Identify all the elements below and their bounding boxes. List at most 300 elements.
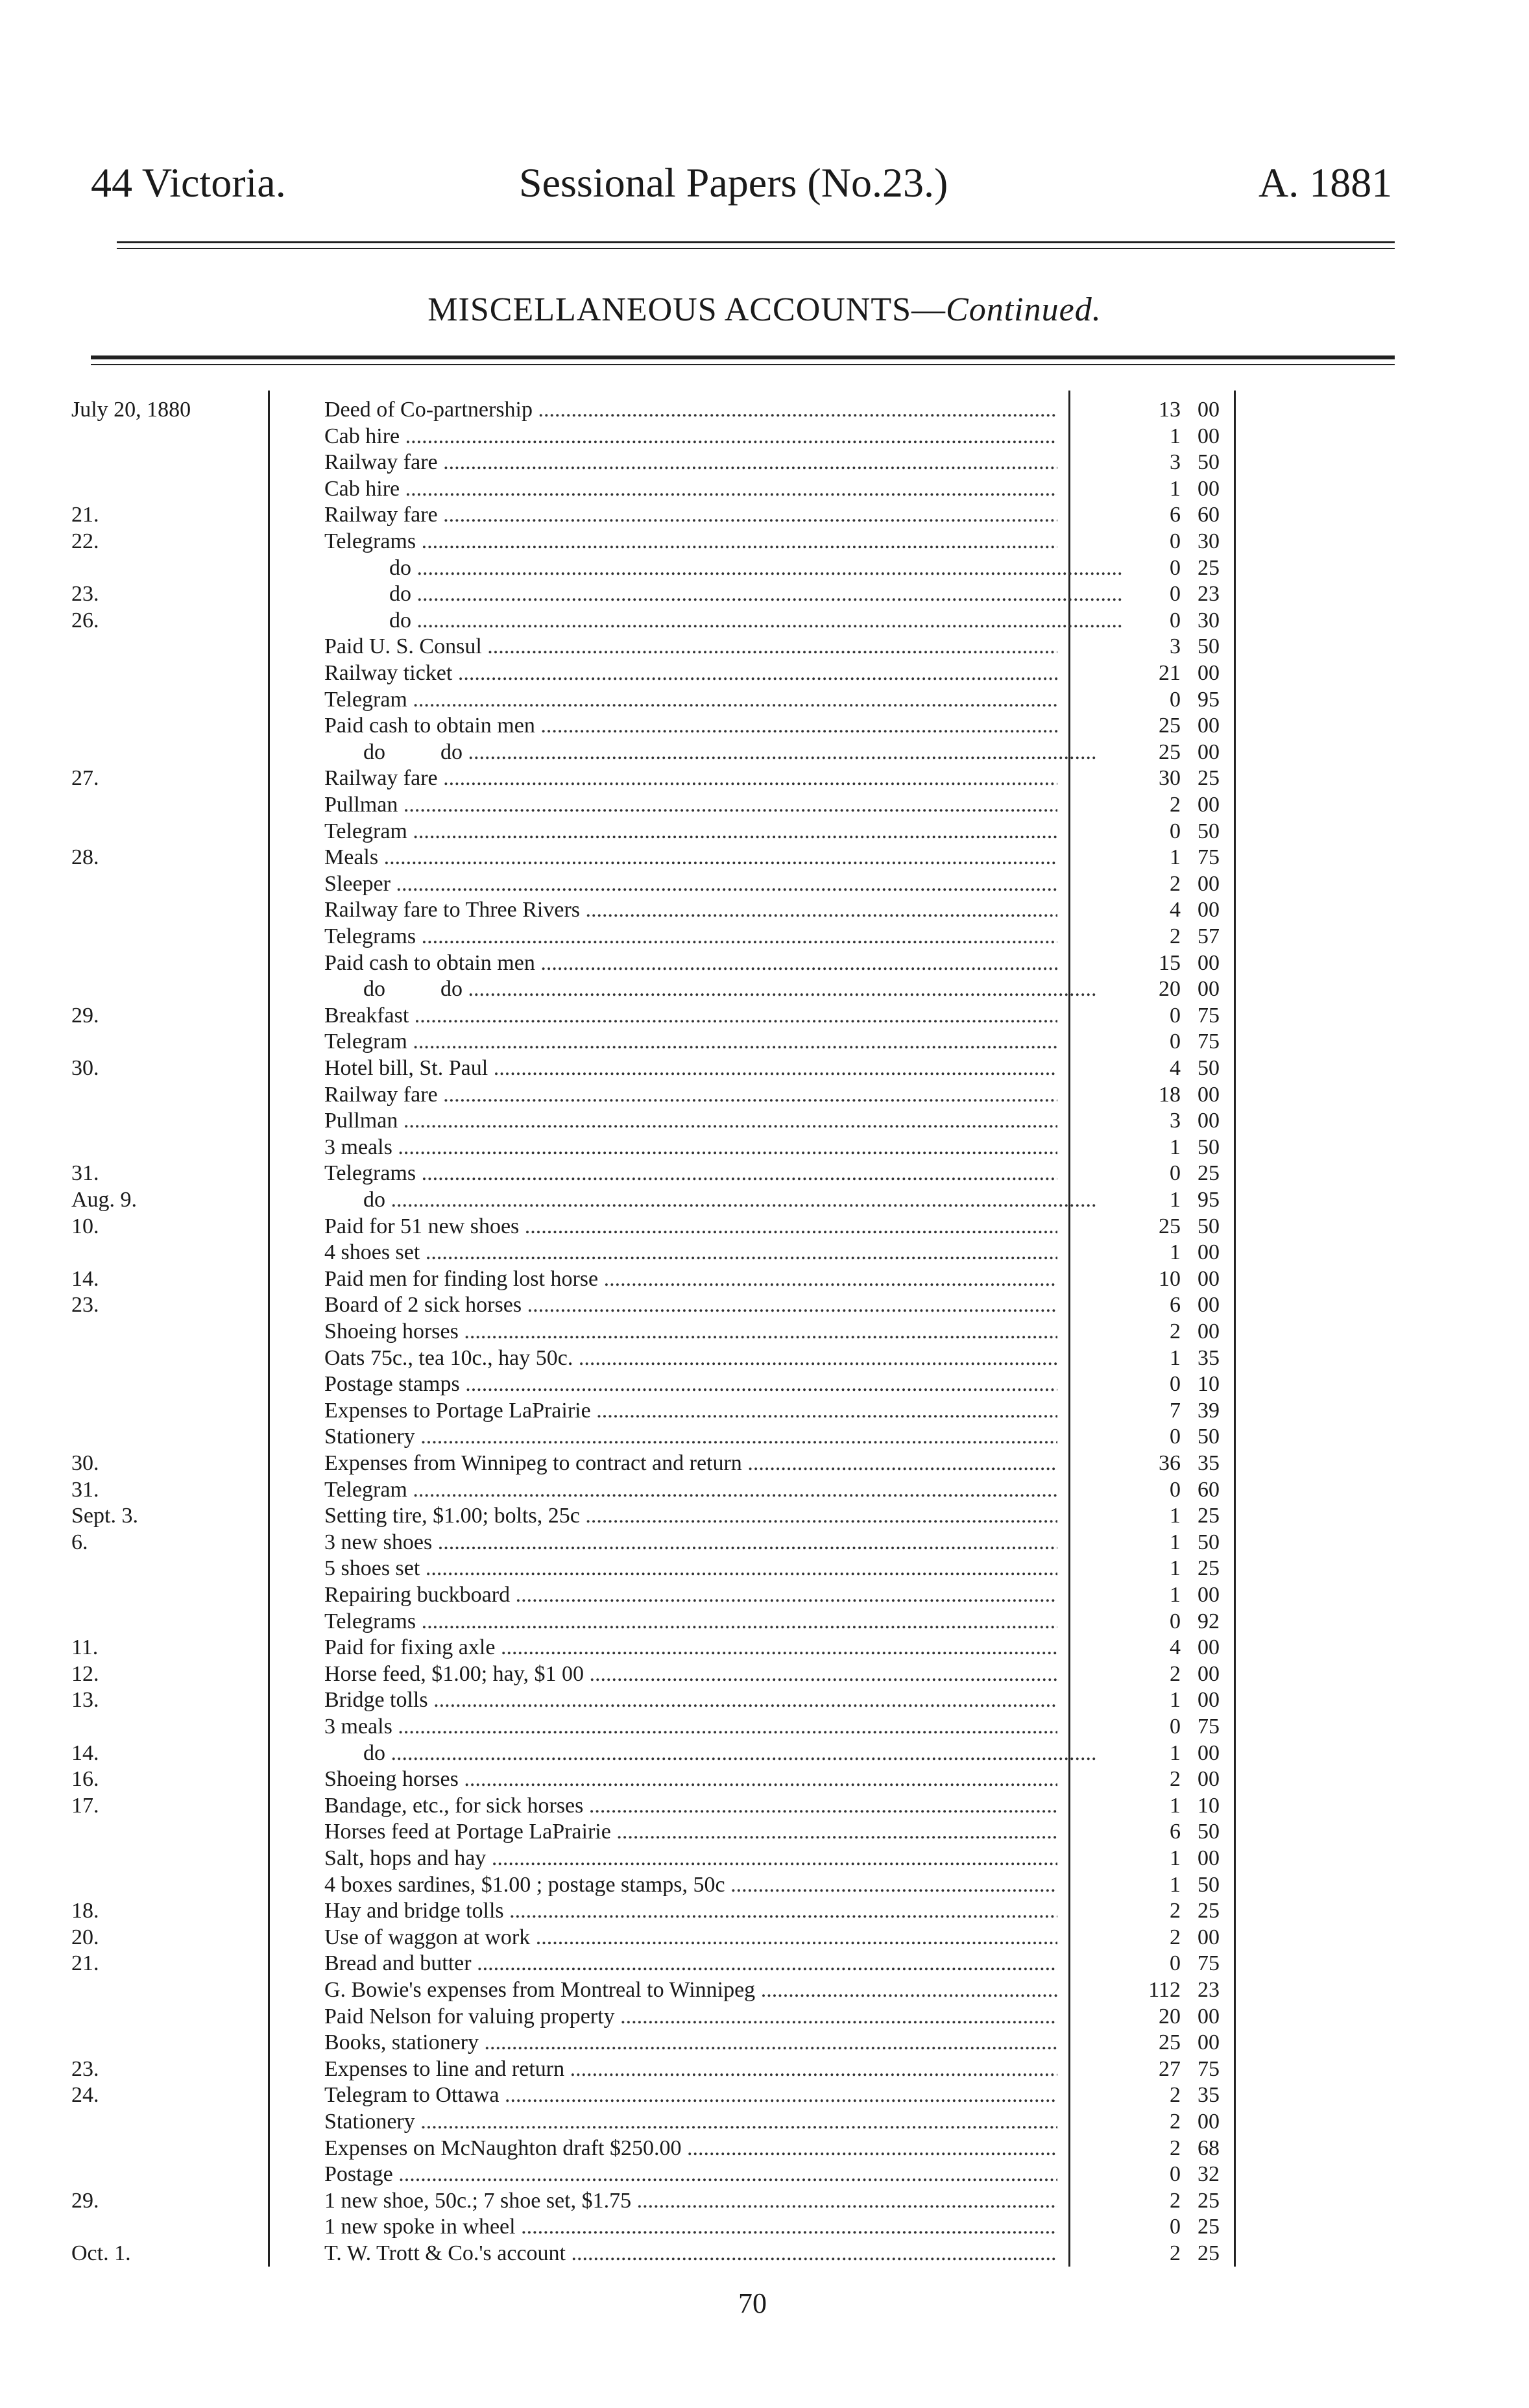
row-amount-dollars: 1 [1170,1872,1181,1897]
row-amount [1135,2136,1226,2161]
table-row [0,1872,1529,1898]
row-description: 4 boxes sardines, $1.00 ; postage stamps, 50c ..... [324,1872,1057,1898]
row-amount-cents: 00 [1198,2110,1220,2134]
row-date: 13. [71,1688,99,1713]
row-amount-dollars: 0 [1170,1425,1181,1449]
row-description: Paid cash to obtain men ..... [324,713,1057,739]
row-amount-cents: 50 [1198,1135,1220,1159]
row-amount-cents: 00 [1198,1109,1220,1133]
row-amount-cents: 00 [1198,977,1220,1002]
row-date: 24. [71,2083,99,2108]
table-row [0,1477,1529,1503]
row-amount-dollars: 25 [1159,740,1181,764]
row-description: Paid for 51 new shoes ..... [324,1214,1057,1240]
row-amount-cents: 35 [1198,1345,1220,1370]
row-amount [1135,1740,1226,1766]
row-amount-cents: 00 [1198,1767,1220,1792]
table-row [0,1135,1529,1161]
row-description: Sleeper ..... [324,871,1057,897]
row-description: Telegram to Ottawa ..... [324,2082,1057,2108]
row-description: Bridge tolls ..... [324,1687,1057,1713]
table-row [0,397,1529,423]
row-amount-cents: 50 [1198,819,1220,843]
row-amount [1135,1556,1226,1582]
row-description: do ..... [363,1187,1096,1213]
table-row [0,1503,1529,1529]
row-amount [1135,1503,1226,1529]
row-amount [1135,1951,1226,1977]
row-amount [1135,1977,1226,2003]
row-amount-dollars: 18 [1159,1082,1181,1107]
row-amount-cents: 57 [1198,924,1220,948]
row-description: Meals ..... [324,845,1057,871]
table-row [0,1766,1529,1792]
row-description: do ..... [389,581,1122,607]
table-row [0,1214,1529,1240]
table-row [0,1556,1529,1582]
row-date: 20. [71,1925,99,1949]
row-amount-dollars: 1 [1170,476,1181,501]
row-amount-dollars: 20 [1159,977,1181,1002]
row-description: Paid Nelson for valuing property ..... [324,2004,1057,2030]
row-amount-cents: 35 [1198,2083,1220,2108]
table-row [0,581,1529,607]
row-amount-cents: 00 [1198,1925,1220,1949]
row-description: Cab hire ..... [324,476,1057,502]
row-description: Paid cash to obtain men ..... [324,950,1057,976]
row-amount-dollars: 0 [1170,1029,1181,1054]
row-amount-dollars: 0 [1170,1161,1181,1186]
table-row [0,502,1529,528]
table-row [0,2056,1529,2082]
row-date: 10. [71,1214,99,1238]
table-row [0,2214,1529,2240]
row-amount-dollars: 0 [1170,687,1181,712]
row-amount [1135,502,1226,528]
table-row [0,1161,1529,1186]
row-date: 17. [71,1793,99,1818]
row-amount-cents: 95 [1198,687,1220,712]
row-amount-dollars: 0 [1170,1951,1181,1976]
row-amount [1135,792,1226,818]
row-description: Expenses to line and return ..... [324,2056,1057,2082]
row-description: Repairing buckboard ..... [324,1582,1057,1608]
row-description: Breakfast ..... [324,1003,1057,1029]
row-amount-dollars: 25 [1159,2030,1181,2055]
row-amount-dollars: 25 [1159,714,1181,738]
row-description: Telegram ..... [324,687,1057,713]
row-description: G. Bowie's expenses from Montreal to Winnipeg ..... [324,1977,1057,2003]
row-description: 3 meals ..... [324,1135,1057,1161]
row-amount-dollars: 3 [1170,1109,1181,1133]
row-description: Expenses on McNaughton draft $250.00 ..... [324,2136,1057,2161]
table-row [0,1819,1529,1845]
row-description: 4 shoes set ..... [324,1240,1057,1266]
row-amount-dollars: 27 [1159,2056,1181,2081]
row-description: Railway fare ..... [324,1082,1057,1108]
row-amount [1135,1266,1226,1292]
row-amount [1135,2056,1226,2082]
row-description: Telegrams ..... [324,529,1057,555]
row-amount-cents: 25 [1198,555,1220,580]
row-date: 23. [71,1293,99,1318]
row-amount-dollars: 2 [1170,2241,1181,2265]
table-row [0,1398,1529,1424]
row-amount-cents: 10 [1198,1372,1220,1397]
table-row [0,555,1529,581]
row-amount-dollars: 10 [1159,1266,1181,1291]
row-amount [1135,1714,1226,1740]
row-amount-dollars: 0 [1170,608,1181,632]
row-amount-dollars: 2 [1170,1925,1181,1949]
row-description: Telegram ..... [324,819,1057,845]
row-amount [1135,1108,1226,1134]
row-amount [1135,529,1226,555]
row-description: Oats 75c., tea 10c., hay 50c. ..... [324,1345,1057,1371]
table-row [0,765,1529,791]
table-rule-thick [91,355,1395,359]
row-description: Telegrams ..... [324,924,1057,950]
row-description: Railway ticket ..... [324,660,1057,686]
row-description: Postage ..... [324,2161,1057,2187]
row-amount-cents: 50 [1198,1872,1220,1897]
table-row [0,1530,1529,1556]
table-row [0,976,1529,1002]
table-row [0,2161,1529,2187]
table-row [0,1108,1529,1134]
table-row [0,2109,1529,2135]
row-amount-cents: 60 [1198,503,1220,527]
table-row [0,1793,1529,1819]
table-row [0,1977,1529,2003]
table-row [0,1846,1529,1872]
row-amount-cents: 50 [1198,1214,1220,1238]
row-amount-cents: 25 [1198,1504,1220,1528]
row-amount-dollars: 1 [1170,1345,1181,1370]
row-amount-dollars: 0 [1170,1609,1181,1633]
row-amount-cents: 92 [1198,1609,1220,1633]
table-row [0,1661,1529,1687]
row-amount-dollars: 1 [1170,1740,1181,1765]
table-row [0,1582,1529,1608]
row-description: Paid for fixing axle ..... [324,1635,1057,1661]
row-date: 29. [71,2188,99,2213]
row-amount-cents: 35 [1198,1451,1220,1475]
table-row [0,792,1529,818]
row-description: Railway fare to Three Rivers ..... [324,897,1057,923]
row-amount-cents: 50 [1198,1056,1220,1080]
row-amount-cents: 25 [1198,2215,1220,2239]
row-amount [1135,2004,1226,2030]
row-amount-dollars: 36 [1159,1451,1181,1475]
row-amount-cents: 00 [1198,1635,1220,1660]
row-description: do ..... [389,608,1122,634]
row-date: Aug. 9. [71,1188,138,1212]
row-amount-cents: 30 [1198,529,1220,553]
row-description: Shoeing horses ..... [324,1319,1057,1345]
table-row [0,924,1529,950]
row-amount-cents: 68 [1198,2136,1220,2160]
row-amount-dollars: 1 [1170,845,1181,870]
table-row [0,1266,1529,1292]
header-rule-top [117,241,1395,243]
row-description: Railway fare ..... [324,765,1057,791]
row-amount-dollars: 2 [1170,924,1181,948]
row-amount-cents: 32 [1198,2162,1220,2187]
table-row [0,2030,1529,2056]
header-session: 44 Victoria. [91,160,286,206]
table-row [0,1003,1529,1029]
row-amount-cents: 00 [1198,714,1220,738]
row-amount-cents: 00 [1198,1740,1220,1765]
table-row [0,897,1529,923]
row-date: 31. [71,1477,99,1502]
row-amount-dollars: 2 [1170,1899,1181,1923]
table-row [0,2082,1529,2108]
row-amount-cents: 00 [1198,1319,1220,1343]
row-date: 26. [71,608,99,632]
row-date: 6. [71,1530,88,1554]
row-amount [1135,713,1226,739]
table-row [0,1292,1529,1318]
row-amount-dollars: 4 [1170,1635,1181,1660]
table-row [0,1029,1529,1055]
row-amount-cents: 75 [1198,1951,1220,1976]
row-amount-dollars: 1 [1170,1583,1181,1607]
row-description: Books, stationery ..... [324,2030,1057,2056]
section-title-main: MISCELLANEOUS ACCOUNTS— [427,291,946,328]
row-amount-dollars: 112 [1148,1978,1181,2002]
table-row [0,1925,1529,1951]
row-amount-dollars: 0 [1170,529,1181,553]
row-amount-dollars: 0 [1170,1477,1181,1502]
row-amount [1135,608,1226,634]
row-amount-dollars: 0 [1170,555,1181,580]
table-row [0,1687,1529,1713]
row-amount-dollars: 3 [1170,634,1181,659]
table-row [0,476,1529,502]
row-amount-dollars: 3 [1170,450,1181,475]
row-amount-cents: 00 [1198,476,1220,501]
row-description: Telegrams ..... [324,1161,1057,1186]
row-amount [1135,1214,1226,1240]
row-amount [1135,1925,1226,1951]
table-row [0,608,1529,634]
row-date: 21. [71,1951,99,1976]
row-description: Railway fare ..... [324,450,1057,476]
row-amount-dollars: 0 [1170,1003,1181,1028]
row-description: Expenses to Portage LaPrairie ..... [324,1398,1057,1424]
row-amount [1135,2161,1226,2187]
row-amount-dollars: 1 [1170,1240,1181,1265]
row-date: 30. [71,1056,99,1080]
row-description: 3 new shoes ..... [324,1530,1057,1556]
row-amount [1135,1477,1226,1503]
row-date: 31. [71,1161,99,1186]
row-amount-cents: 75 [1198,845,1220,870]
table-row [0,1714,1529,1740]
row-amount-dollars: 1 [1170,1688,1181,1713]
row-description: Telegram ..... [324,1029,1057,1055]
row-date: Sept. 3. [71,1504,138,1528]
row-amount [1135,1635,1226,1661]
row-amount-cents: 00 [1198,1846,1220,1870]
row-date: 28. [71,845,99,870]
row-amount-dollars: 4 [1170,1056,1181,1080]
page-number: 70 [738,2287,767,2319]
table-row [0,713,1529,739]
row-description: Use of waggon at work ..... [324,1925,1057,1951]
row-amount [1135,1451,1226,1476]
row-date: 27. [71,766,99,791]
header-title: Sessional Papers (No.23.) [519,160,948,206]
row-amount-cents: 75 [1198,1715,1220,1739]
row-amount-dollars: 2 [1170,1319,1181,1343]
row-amount [1135,1055,1226,1081]
row-amount-dollars: 0 [1170,1372,1181,1397]
row-amount-dollars: 6 [1170,1293,1181,1318]
row-description: 1 new shoe, 50c.; 7 shoe set, $1.75 ..... [324,2188,1057,2214]
row-description: Horses feed at Portage LaPrairie ..... [324,1819,1057,1845]
row-amount-cents: 00 [1198,898,1220,922]
row-amount [1135,1898,1226,1924]
row-amount-dollars: 1 [1170,1530,1181,1554]
row-description: Bandage, etc., for sick horses ..... [324,1793,1057,1819]
row-amount [1135,1398,1226,1424]
row-amount-dollars: 6 [1170,503,1181,527]
row-amount [1135,1687,1226,1713]
row-description: Paid U. S. Consul ..... [324,634,1057,660]
row-amount-dollars: 25 [1159,1214,1181,1238]
row-amount-cents: 00 [1198,1266,1220,1291]
table-row [0,1240,1529,1266]
row-amount [1135,1161,1226,1186]
row-amount-dollars: 2 [1170,2083,1181,2108]
row-description: Expenses from Winnipeg to contract and return ..... [324,1451,1057,1476]
row-amount [1135,1135,1226,1161]
table-row [0,2241,1529,2267]
table-row [0,660,1529,686]
row-amount [1135,1609,1226,1635]
row-amount [1135,476,1226,502]
row-description: Deed of Co-partnership ..... [324,397,1057,423]
row-amount-cents: 00 [1198,661,1220,685]
row-amount [1135,871,1226,897]
row-amount-cents: 25 [1198,766,1220,791]
row-amount-dollars: 1 [1170,1793,1181,1818]
row-amount-dollars: 4 [1170,898,1181,922]
row-description: 5 shoes set ..... [324,1556,1057,1582]
row-amount-dollars: 0 [1170,2215,1181,2239]
table-row [0,1187,1529,1213]
row-amount [1135,2109,1226,2135]
section-title [0,291,1529,329]
row-amount [1135,1819,1226,1845]
row-date: 14. [71,1740,99,1765]
row-amount-cents: 25 [1198,1556,1220,1581]
row-amount-cents: 00 [1198,1688,1220,1713]
row-description: Postage stamps ..... [324,1371,1057,1397]
row-date: July 20, 1880 [71,398,191,422]
table-row [0,1451,1529,1476]
row-amount [1135,1530,1226,1556]
row-amount-dollars: 21 [1159,661,1181,685]
row-amount [1135,765,1226,791]
row-amount-cents: 50 [1198,1530,1220,1554]
header-year: A. 1881 [1258,160,1393,206]
row-amount-cents: 00 [1198,1661,1220,1686]
table-row [0,1345,1529,1371]
row-date: 23. [71,582,99,607]
row-amount [1135,976,1226,1002]
table-row [0,1898,1529,1924]
row-description: Stationery ..... [324,2109,1057,2135]
row-amount-dollars: 0 [1170,819,1181,843]
row-amount [1135,634,1226,660]
row-amount-dollars: 1 [1170,1135,1181,1159]
row-amount [1135,1003,1226,1029]
row-amount [1135,1846,1226,1872]
row-amount-dollars: 7 [1170,1398,1181,1423]
row-amount [1135,1345,1226,1371]
table-row [0,845,1529,871]
row-amount [1135,1187,1226,1213]
row-amount-dollars: 1 [1170,1846,1181,1870]
row-description: Pullman ..... [324,792,1057,818]
table-row [0,1635,1529,1661]
row-amount [1135,924,1226,950]
row-amount-dollars: 1 [1170,1188,1181,1212]
row-date: 21. [71,503,99,527]
row-date: 30. [71,1451,99,1475]
row-amount [1135,424,1226,450]
row-amount-dollars: 1 [1170,1556,1181,1581]
row-amount-dollars: 1 [1170,1504,1181,1528]
row-amount-dollars: 0 [1170,582,1181,607]
row-amount-cents: 60 [1198,1477,1220,1502]
row-amount-cents: 50 [1198,1425,1220,1449]
row-amount-cents: 23 [1198,582,1220,607]
row-amount [1135,397,1226,423]
row-amount-cents: 25 [1198,1899,1220,1923]
row-amount-cents: 75 [1198,1029,1220,1054]
row-amount-cents: 00 [1198,950,1220,975]
row-amount-cents: 95 [1198,1188,1220,1212]
table-row [0,2188,1529,2214]
row-amount-dollars: 20 [1159,2004,1181,2029]
row-amount-dollars: 2 [1170,2136,1181,2160]
row-description: Salt, hops and hay ..... [324,1846,1057,1872]
row-amount-cents: 00 [1198,398,1220,422]
row-amount-cents: 75 [1198,1003,1220,1028]
row-amount-cents: 50 [1198,1820,1220,1844]
row-date: 11. [71,1635,99,1660]
table-row [0,450,1529,476]
table-row [0,687,1529,713]
row-amount [1135,950,1226,976]
row-description: Shoeing horses ..... [324,1766,1057,1792]
table-row [0,950,1529,976]
row-amount-cents: 25 [1198,1161,1220,1186]
header-rule-bottom [117,248,1395,249]
row-amount [1135,1319,1226,1345]
row-amount-dollars: 6 [1170,1820,1181,1844]
table-row [0,1951,1529,1977]
row-description: Setting tire, $1.00; bolts, 25c ..... [324,1503,1057,1529]
row-amount-cents: 25 [1198,2188,1220,2213]
row-amount [1135,660,1226,686]
row-amount-cents: 00 [1198,1240,1220,1265]
